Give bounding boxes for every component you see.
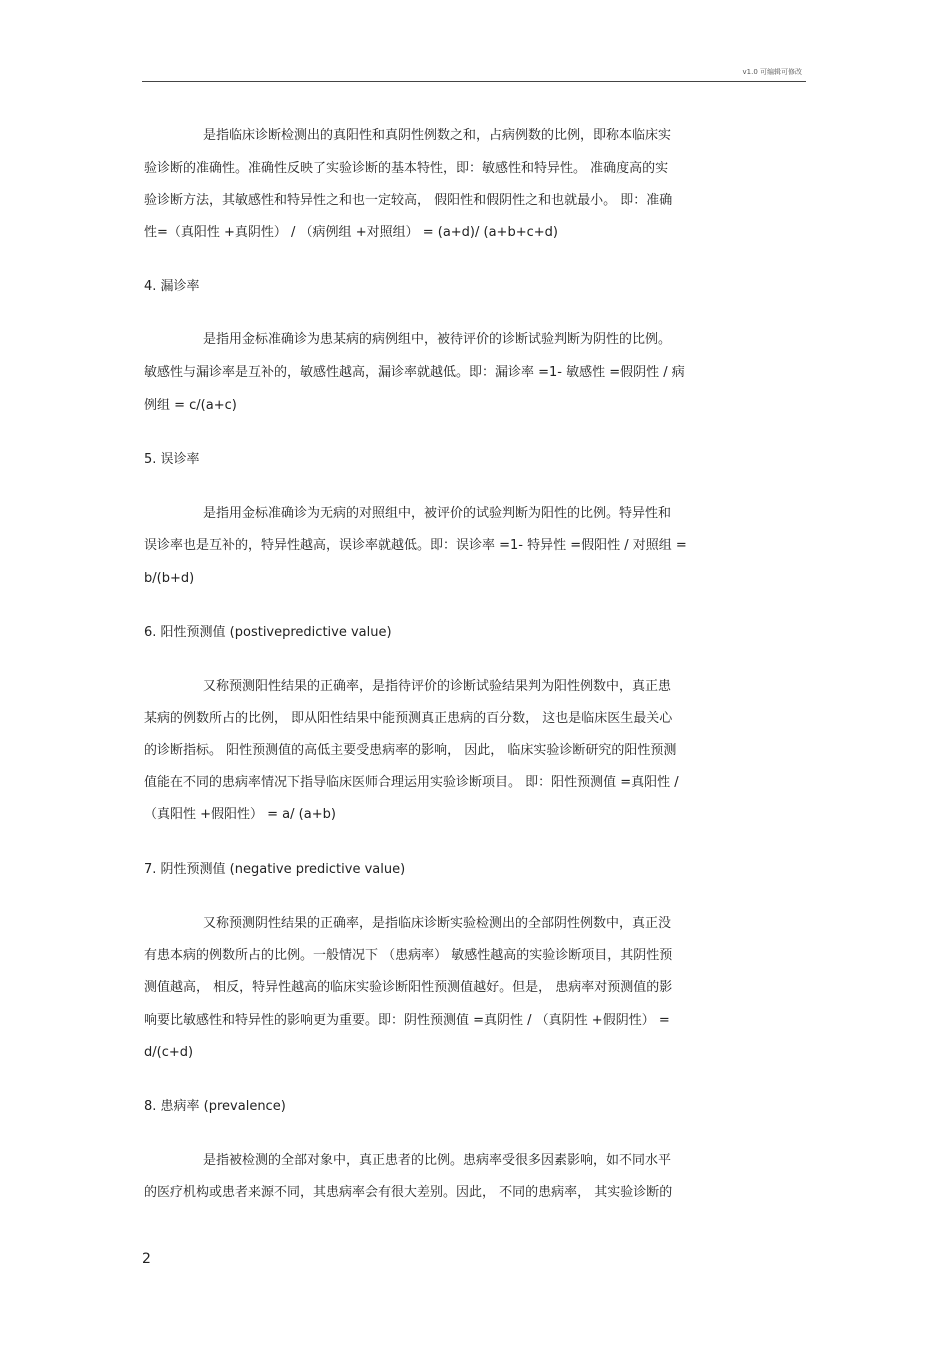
paragraph-line: 性=（真阳性 +真阴性） / （病例组 +对照组） = (a+d)/ (a+b+c+d) <box>144 225 558 240</box>
paragraph-line: 是指用金标准确诊为患某病的病例组中，被待评价的诊断试验判断为阴性的比例。 <box>203 332 672 347</box>
paragraph-line: 误诊率也是互补的，特异性越高，误诊率就越低。即：误诊率 =1- 特异性 =假阳性 / 对照组 = <box>144 538 687 553</box>
paragraph-line: b/(b+d) <box>144 571 195 586</box>
paragraph-line: 的诊断指标。 阳性预测值的高低主要受患病率的影响， 因此， 临床实验诊断研究的阳性预测 <box>144 743 677 758</box>
paragraph-line: 某病的例数所占的比例， 即从阳性结果中能预测真正患病的百分数， 这也是临床医生最关心 <box>144 711 673 726</box>
section-heading-6: 6. 阳性预测值 (postivepredictive value) <box>144 625 392 640</box>
section-heading-8: 8. 患病率 (prevalence) <box>144 1099 286 1114</box>
header-version: v1.0 可编辑可修改 <box>742 68 802 76</box>
paragraph-line: 测值越高， 相反，特异性越高的临床实验诊断阳性预测值越好。但是， 患病率对预测值的影 <box>144 980 673 995</box>
paragraph-line: 是指临床诊断检测出的真阳性和真阴性例数之和，占病例数的比例，即称本临床实 <box>203 128 672 143</box>
paragraph-line: 是指被检测的全部对象中，真正患者的比例。患病率受很多因素影响，如不同水平 <box>203 1153 672 1168</box>
paragraph-line: 值能在不同的患病率情况下指导临床医师合理运用实验诊断项目。 即：阳性预测值 =真阳性 / <box>144 775 679 790</box>
paragraph-line: 验诊断的准确性。准确性反映了实验诊断的基本特性，即：敏感性和特异性。 准确度高的实 <box>144 161 669 176</box>
page-number: 2 <box>142 1251 151 1267</box>
paragraph-line: 又称预测阳性结果的正确率，是指待评价的诊断试验结果判为阳性例数中，真正患 <box>203 679 672 694</box>
paragraph-line: d/(c+d) <box>144 1045 194 1060</box>
header-rule <box>142 81 806 82</box>
paragraph-line: 响要比敏感性和特异性的影响更为重要。即：阴性预测值 =真阴性 / （真阴性 +假阴性） = <box>144 1013 670 1028</box>
paragraph-line: 是指用金标准确诊为无病的对照组中，被评价的试验判断为阳性的比例。特异性和 <box>203 506 672 521</box>
paragraph-line: 验诊断方法，其敏感性和特异性之和也一定较高， 假阳性和假阴性之和也就最小。 即：准确 <box>144 193 673 208</box>
paragraph-line: 敏感性与漏诊率是互补的，敏感性越高，漏诊率就越低。即：漏诊率 =1- 敏感性 =假阴性 / 病 <box>144 365 685 380</box>
paragraph-line: 例组 = c/(a+c) <box>144 398 237 413</box>
paragraph-line: 又称预测阴性结果的正确率，是指临床诊断实验检测出的全部阴性例数中，真正没 <box>203 916 672 931</box>
paragraph-line: 的医疗机构或患者来源不同，其患病率会有很大差别。因此， 不同的患病率， 其实验诊断的 <box>144 1185 673 1200</box>
paragraph-line: 有患本病的例数所占的比例。一般情况下 （患病率） 敏感性越高的实验诊断项目，其阴性预 <box>144 948 673 963</box>
section-heading-5: 5. 误诊率 <box>144 452 200 467</box>
section-heading-4: 4. 漏诊率 <box>144 279 200 294</box>
section-heading-7: 7. 阴性预测值 (negative predictive value) <box>144 862 406 877</box>
paragraph-line: （真阳性 +假阳性） = a/ (a+b) <box>144 807 336 822</box>
